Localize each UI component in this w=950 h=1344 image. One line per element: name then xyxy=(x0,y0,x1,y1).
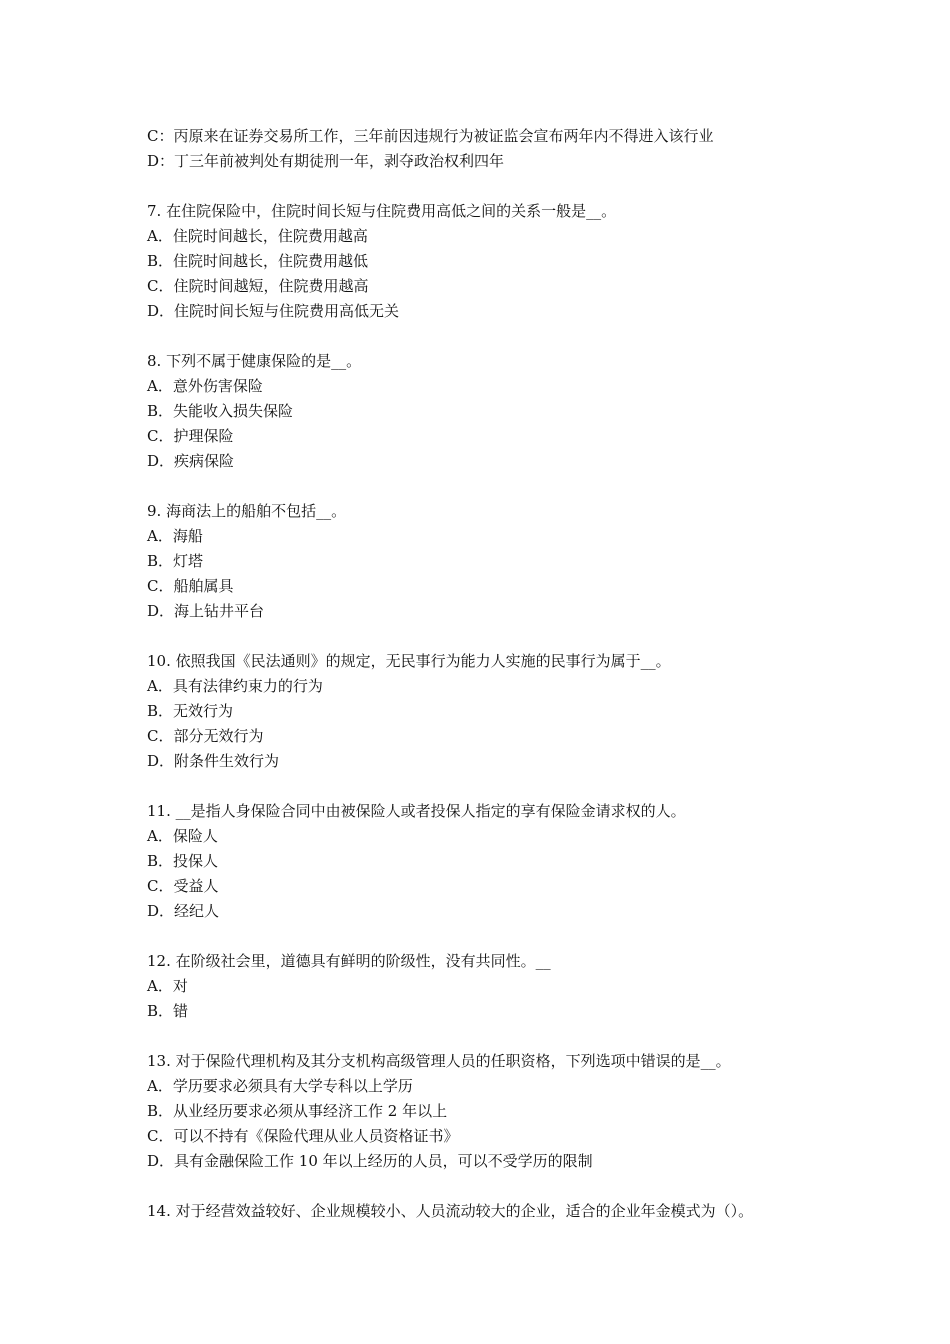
question-text: 14. 对于经营效益较好、企业规模较小、人员流动较大的企业，适合的企业年金模式为（）。 xyxy=(147,1202,754,1220)
option-d: D．具有金融保险工作 10 年以上经历的人员，可以不受学历的限制 xyxy=(147,1152,593,1170)
question-text: 8. 下列不属于健康保险的是__。 xyxy=(147,352,362,370)
question-text: 13. 对于保险代理机构及其分支机构高级管理人员的任职资格，下列选项中错误的是__。 xyxy=(147,1052,731,1070)
question-13 xyxy=(147,1049,867,1174)
option-c: C．船舶属具 xyxy=(147,577,234,595)
option-d: D．海上钻井平台 xyxy=(147,602,265,620)
option-c: C．可以不持有《保险代理从业人员资格证书》 xyxy=(147,1127,459,1145)
option-a: A．海船 xyxy=(147,527,203,545)
question-9 xyxy=(147,499,867,624)
option-a: A．具有法律约束力的行为 xyxy=(147,677,323,695)
option-d: D．住院时间长短与住院费用高低无关 xyxy=(147,302,400,320)
question-text: 9. 海商法上的船舶不包括__。 xyxy=(147,502,347,520)
option-b: B．失能收入损失保险 xyxy=(147,402,294,420)
option-c: C．护理保险 xyxy=(147,427,234,445)
question-14 xyxy=(147,1199,867,1224)
option-c: C．住院时间越短，住院费用越高 xyxy=(147,277,369,295)
option-a: A．对 xyxy=(147,977,188,995)
option-c: C．受益人 xyxy=(147,877,219,895)
option-d: D．经纪人 xyxy=(147,902,220,920)
option-d: D．附条件生效行为 xyxy=(147,752,280,770)
option-a: A．住院时间越长，住院费用越高 xyxy=(147,227,368,245)
option-d: D：丁三年前被判处有期徒刑一年，剥夺政治权利四年 xyxy=(147,152,505,170)
option-b: B．住院时间越长，住院费用越低 xyxy=(147,252,369,270)
option-c: C．部分无效行为 xyxy=(147,727,264,745)
option-a: A．意外伤害保险 xyxy=(147,377,263,395)
option-d: D．疾病保险 xyxy=(147,452,235,470)
option-b: B．从业经历要求必须从事经济工作 2 年以上 xyxy=(147,1102,448,1120)
question-7 xyxy=(147,199,867,324)
question-11 xyxy=(147,799,867,924)
option-a: A．保险人 xyxy=(147,827,218,845)
option-b: B．投保人 xyxy=(147,852,219,870)
question-list xyxy=(147,124,867,1224)
question-12 xyxy=(147,949,867,1024)
option-c: C：丙原来在证券交易所工作，三年前因违规行为被证监会宣布两年内不得进入该行业 xyxy=(147,127,714,145)
question-text: 7. 在住院保险中，住院时间长短与住院费用高低之间的关系一般是__。 xyxy=(147,202,617,220)
option-b: B．无效行为 xyxy=(147,702,234,720)
question-8 xyxy=(147,349,867,474)
question-text: 12. 在阶级社会里，道德具有鲜明的阶级性，没有共同性。__ xyxy=(147,952,551,970)
question-text: 11. __是指人身保险合同中由被保险人或者投保人指定的享有保险金请求权的人。 xyxy=(147,802,686,820)
option-b: B．灯塔 xyxy=(147,552,204,570)
option-b: B．错 xyxy=(147,1002,189,1020)
question-text: 10. 依照我国《民法通则》的规定，无民事行为能力人实施的民事行为属于__。 xyxy=(147,652,671,670)
option-a: A．学历要求必须具有大学专科以上学历 xyxy=(147,1077,413,1095)
question-10 xyxy=(147,649,867,774)
